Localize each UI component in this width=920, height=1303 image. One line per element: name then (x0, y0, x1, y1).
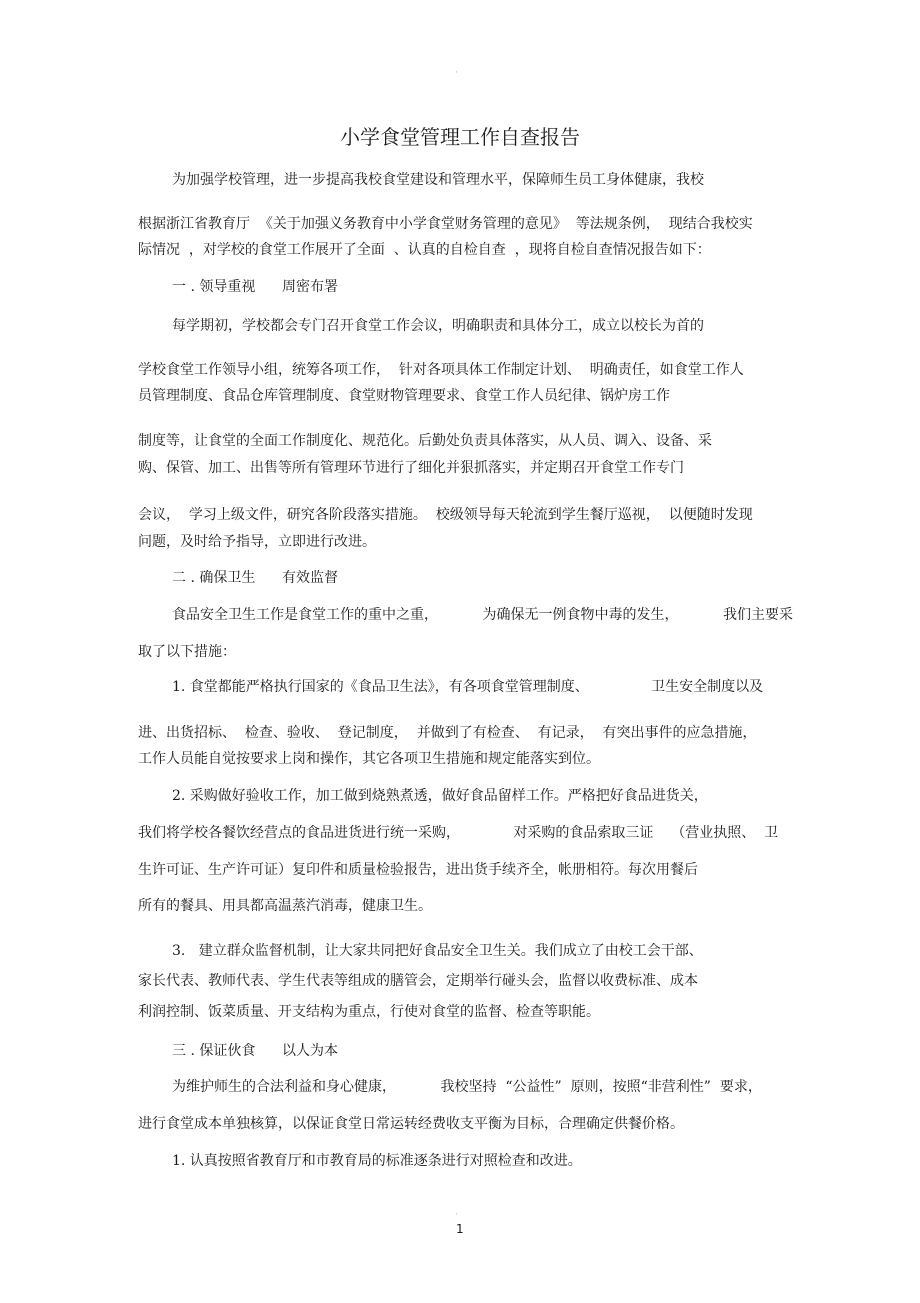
paragraph-line: 所有的餐具、用具都高温蒸汽消毒，健康卫生。 (138, 898, 432, 914)
paragraph-line: 为维护师生的合法利益和身心健康， 我校坚持 “公益性” 原则，按照“非营利性” 要求， (172, 1079, 762, 1095)
paragraph-line: 利润控制、饭菜质量、开支结构为重点，行使对食堂的监督、检查等职能。 (138, 1004, 600, 1020)
paragraph-line: 3. 建立群众监督机制，让大家共同把好食品安全卫生关。我们成立了由校工会干部、 (172, 943, 703, 959)
paragraph-line: 际情况 ，对学校的食堂工作展开了全面 、认真的自检自查 ，现将自检自查情况报告如下： (138, 242, 711, 258)
section-heading: 二 . 确保卫生 有效监督 (172, 570, 339, 586)
paragraph-line: 根据浙江省教育厅 《关于加强义务教育中小学食堂财务管理的意见》 等法规条例， 现结合我校实 (138, 216, 753, 232)
paragraph-line: 每学期初，学校都会专门召开食堂工作会议，明确职责和具体分工，成立以校长为首的 (172, 318, 704, 334)
section-heading: 一 . 领导重视 周密布署 (172, 279, 339, 295)
paragraph-line: 取了以下措施： (138, 644, 236, 660)
page-number: 1 (456, 1222, 464, 1236)
paragraph-line: 制度等，让食堂的全面工作制度化、规范化。后勤处负责具体落实，从人员、调入、设备、采 (138, 433, 712, 449)
paragraph-line: 2. 采购做好验收工作，加工做到烧熟煮透，做好食品留样工作。严格把好食品进货关， (172, 788, 708, 804)
page-title: 小学食堂管理工作自查报告 (340, 125, 580, 149)
paragraph-line: 工作人员能自觉按要求上岗和操作，其它各项卫生措施和规定能落实到位。 (138, 751, 600, 767)
paragraph-line: 生许可证、生产许可证）复印件和质量检验报告，进出货手续齐全，帐册相符。每次用餐后 (138, 862, 698, 878)
paragraph-line: 我们将学校各餐饮经营点的食品进货进行统一采购， 对采购的食品索取三证 （营业执照、 卫 (138, 825, 779, 841)
paragraph-line: 学校食堂工作领导小组，统筹各项工作， 针对各项具体工作制定计划、 明确责任，如食堂工作人 (138, 362, 744, 378)
paragraph-line: 员管理制度、食品仓库管理制度、食堂财物管理要求、食堂工作人员纪律、锅炉房工作 (138, 388, 670, 404)
paragraph-line: 会议， 学习上级文件，研究各阶段落实措施。 校级领导每天轮流到学生餐厅巡视， 以便随时发现 (138, 507, 753, 523)
paragraph-line: 1. 认真按照省教育厅和市教育局的标准逐条进行对照检查和改进。 (172, 1153, 582, 1169)
paragraph-line: 问题，及时给予指导，立即进行改进。 (138, 534, 376, 550)
paragraph-line: 家长代表、教师代表、学生代表等组成的膳管会，定期举行碰头会，监督以收费标准、成本 (138, 973, 698, 989)
paragraph-line: 进行食堂成本单独核算，以保证食堂日常运转经费收支平衡为目标，合理确定供餐价格。 (138, 1116, 684, 1132)
paragraph-line: 购、保管、加工、出售等所有管理环节进行了细化并狠抓落实，并定期召开食堂工作专门 (138, 460, 684, 476)
paragraph-line: 1. 食堂都能严格执行国家的《食品卫生法》，有各项食堂管理制度、 卫生安全制度以及 (172, 679, 764, 695)
header-mark: ' (456, 71, 458, 78)
paragraph-line: 食品安全卫生工作是食堂工作的重中之重， 为确保无一例食物中毒的发生， 我们主要采 (172, 607, 794, 623)
section-heading: 三 . 保证伙食 以人为本 (172, 1043, 339, 1059)
footer-mark: ' (456, 1213, 458, 1220)
paragraph-line: 进、出货招标、 检查、验收、 登记制度， 并做到了有检查、 有记录， 有突出事件的应急措施， (138, 725, 757, 741)
paragraph-line: 为加强学校管理，进一步提高我校食堂建设和管理水平，保障师生员工身体健康，我校 (172, 172, 704, 188)
